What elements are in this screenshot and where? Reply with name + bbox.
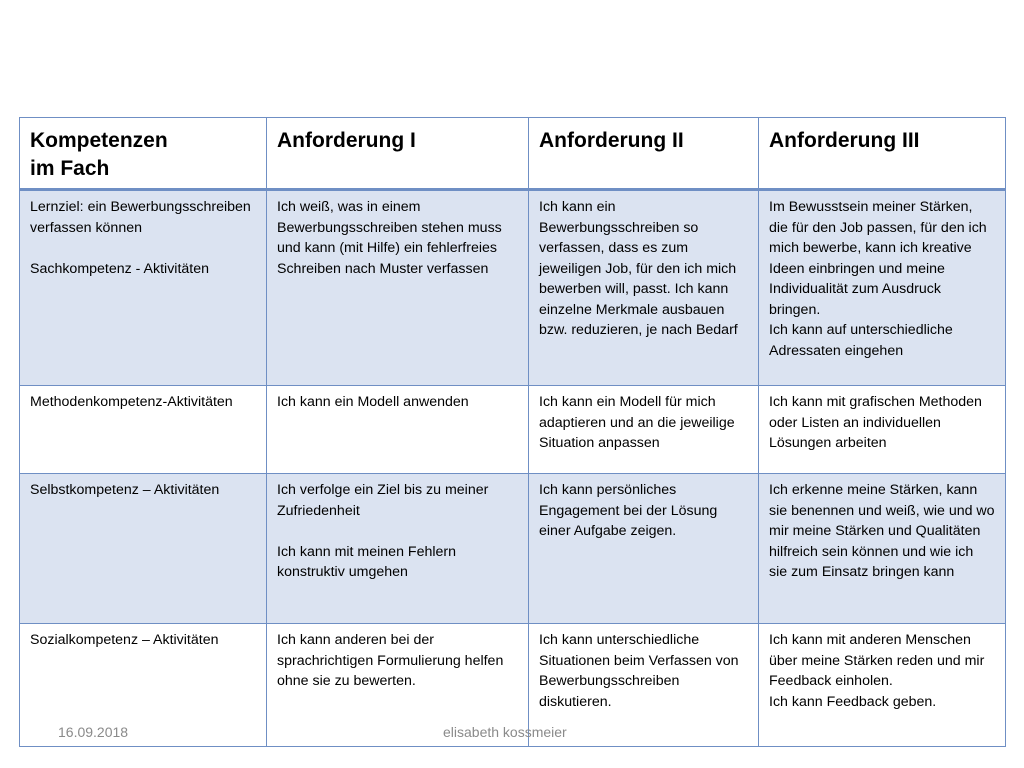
table-cell	[20, 190, 267, 386]
cell-text: Ich erkenne meine Stärken, kann sie benennen und weiß, wie und wo mir meine Stärken und Qualitäten hilfreich sein können und wie ich sie zum Einsatz bringen kann	[769, 482, 995, 580]
header-kompetenzen-line-2: im Fach	[30, 157, 110, 180]
competency-table	[19, 117, 1006, 747]
table-cell	[529, 386, 759, 474]
cell-text: Ich kann auf unterschiedliche Adressaten eingehen	[769, 322, 953, 359]
cell-text: Ich kann ein Modell für mich adaptieren und an die jeweilige Situation anpassen	[539, 394, 735, 451]
cell-text: Ich kann mit meinen Fehlern konstruktiv umgehen	[277, 543, 457, 580]
cell-text: Lernziel: ein Bewerbungsschreiben verfassen können	[30, 199, 251, 236]
table-cell	[267, 386, 529, 474]
cell-text: Ich kann mit grafischen Methoden oder Listen an individuellen Lösungen arbeiten	[769, 394, 982, 451]
cell-text: Ich weiß, was in einem Bewerbungsschreiben stehen muss und kann (mit Hilfe) ein fehlerfreies Schreiben nach Muster verfassen	[277, 199, 502, 277]
paragraph-gap	[277, 521, 518, 542]
table-cell	[759, 624, 1006, 747]
table-cell	[20, 624, 267, 747]
cell-text: Ich kann anderen bei der sprachrichtigen Formulierung helfen ohne sie zu bewerten.	[277, 632, 504, 689]
cell-text: Sozialkompetenz – Aktivitäten	[30, 632, 219, 648]
cell-text: Ich kann unterschiedliche Situationen beim Verfassen von Bewerbungsschreiben diskutieren.	[539, 632, 739, 710]
cell-text: Ich kann Feedback geben.	[769, 693, 937, 710]
header-anforderung-1: Anforderung I	[267, 118, 529, 190]
table-cell	[267, 474, 529, 624]
table-cell	[759, 474, 1006, 624]
header-kompetenzen-line-1: Kompetenzen	[30, 129, 168, 152]
table-cell	[529, 474, 759, 624]
cell-text: Ich kann persönliches Engagement bei der Lösung einer Aufgabe zeigen.	[539, 482, 718, 539]
footer-date: 16.09.2018	[58, 724, 129, 740]
header-row	[20, 118, 1006, 190]
table-cell	[759, 386, 1006, 474]
table-cell	[759, 190, 1006, 386]
cell-text: Selbstkompetenz – Aktivitäten	[30, 482, 220, 498]
header-anforderung-2: Anforderung II	[529, 118, 759, 190]
table-row	[20, 474, 1006, 624]
table-row	[20, 386, 1006, 474]
table-cell	[267, 190, 529, 386]
cell-text: Ich kann mit anderen Menschen über meine Stärken reden und mir Feedback einholen.	[769, 632, 985, 689]
cell-text: Ich kann ein Bewerbungsschreiben so verfassen, dass es zum jeweiligen Job, für den ich mich bewerben will, passt. Ich kann einzelne Merkmale ausbauen bzw. reduzieren, je nach Bedarf	[539, 199, 738, 338]
cell-text: Sachkompetenz - Aktivitäten	[30, 260, 210, 277]
cell-text: Methodenkompetenz-Aktivitäten	[30, 394, 233, 410]
footer-author: elisabeth kossmeier	[443, 724, 567, 740]
cell-text: Im Bewusstsein meiner Stärken, die für den Job passen, für den ich mich bewerbe, kann ich kreative Ideen einbringen und meine Individualität zum Ausdruck bringen.	[769, 199, 987, 318]
table-cell	[529, 190, 759, 386]
cell-text: Ich verfolge ein Ziel bis zu meiner Zufriedenheit	[277, 482, 489, 519]
table-row	[20, 190, 1006, 386]
cell-text: Ich kann ein Modell anwenden	[277, 394, 469, 410]
paragraph-gap	[30, 238, 256, 259]
table-cell	[20, 474, 267, 624]
header-kompetenzen	[20, 118, 267, 190]
header-anforderung-3: Anforderung III	[759, 118, 1006, 190]
table-cell	[20, 386, 267, 474]
